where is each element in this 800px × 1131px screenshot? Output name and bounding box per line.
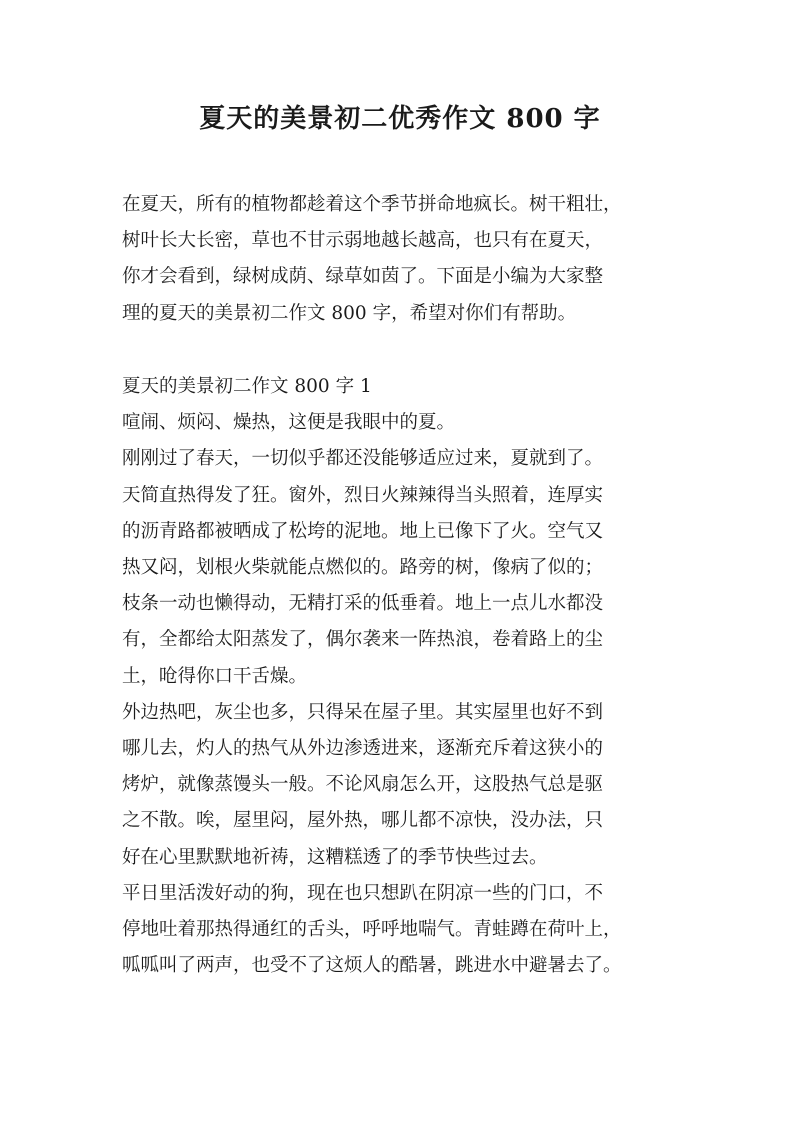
body-line: 热又闷，划根火柴就能点燃似的。路旁的树，像病了似的；	[122, 557, 604, 579]
intro-paragraph	[122, 187, 682, 332]
body-line: 呱呱叫了两声，也受不了这烦人的酷暑，跳进水中避暑去了。	[122, 955, 622, 977]
intro-line: 理的夏天的美景初二作文 800 字，希望对你们有帮助。	[122, 302, 577, 324]
body-line: 刚刚过了春天，一切似乎都还没能够适应过来，夏就到了。	[122, 448, 604, 470]
intro-line: 在夏天，所有的植物都趁着这个季节拼命地疯长。树干粗壮，	[122, 194, 622, 215]
body-line: 哪儿去，灼人的热气从外边渗透进来，逐渐充斥着这狭小的	[122, 738, 604, 760]
body-line: 喧闹、烦闷、燥热，这便是我眼中的夏。	[122, 412, 456, 434]
body-line: 平日里活泼好动的狗，现在也只想趴在阴凉一些的门口，不	[122, 882, 604, 904]
body-line: 土，呛得你口干舌燥。	[122, 665, 308, 687]
intro-line: 你才会看到，绿树成荫、绿草如茵了。下面是小编为大家整	[122, 266, 604, 288]
body-line: 天简直热得发了狂。窗外，烈日火辣辣得当头照着，连厚实	[122, 484, 604, 506]
body-line: 烤炉，就像蒸馒头一般。不论风扇怎么开，这股热气总是驱	[122, 774, 604, 796]
body-line: 有，全都给太阳蒸发了，偶尔袭来一阵热浪，卷着路上的尘	[122, 629, 604, 651]
body-line: 的沥青路都被晒成了松垮的泥地。地上已像下了火。空气又	[122, 520, 604, 542]
body-line: 枝条一动也懒得动，无精打采的低垂着。地上一点儿水都没	[122, 593, 604, 615]
intro-line: 树叶长大长密，草也不甘示弱地越长越高，也只有在夏天，	[122, 230, 604, 252]
section-heading: 夏天的美景初二作文 800 字 1	[122, 376, 372, 397]
body-line: 外边热吧，灰尘也多，只得呆在屋子里。其实屋里也好不到	[122, 701, 604, 723]
essay-body	[122, 369, 682, 984]
body-line: 停地吐着那热得通红的舌头，呼呼地喘气。青蛙蹲在荷叶上，	[122, 919, 622, 941]
document-title: 夏天的美景初二优秀作文 800 字	[199, 104, 601, 134]
body-line: 之不散。唉，屋里闷，屋外热，哪儿都不凉快，没办法，只	[122, 810, 604, 832]
body-line: 好在心里默默地祈祷，这糟糕透了的季节快些过去。	[122, 846, 548, 868]
